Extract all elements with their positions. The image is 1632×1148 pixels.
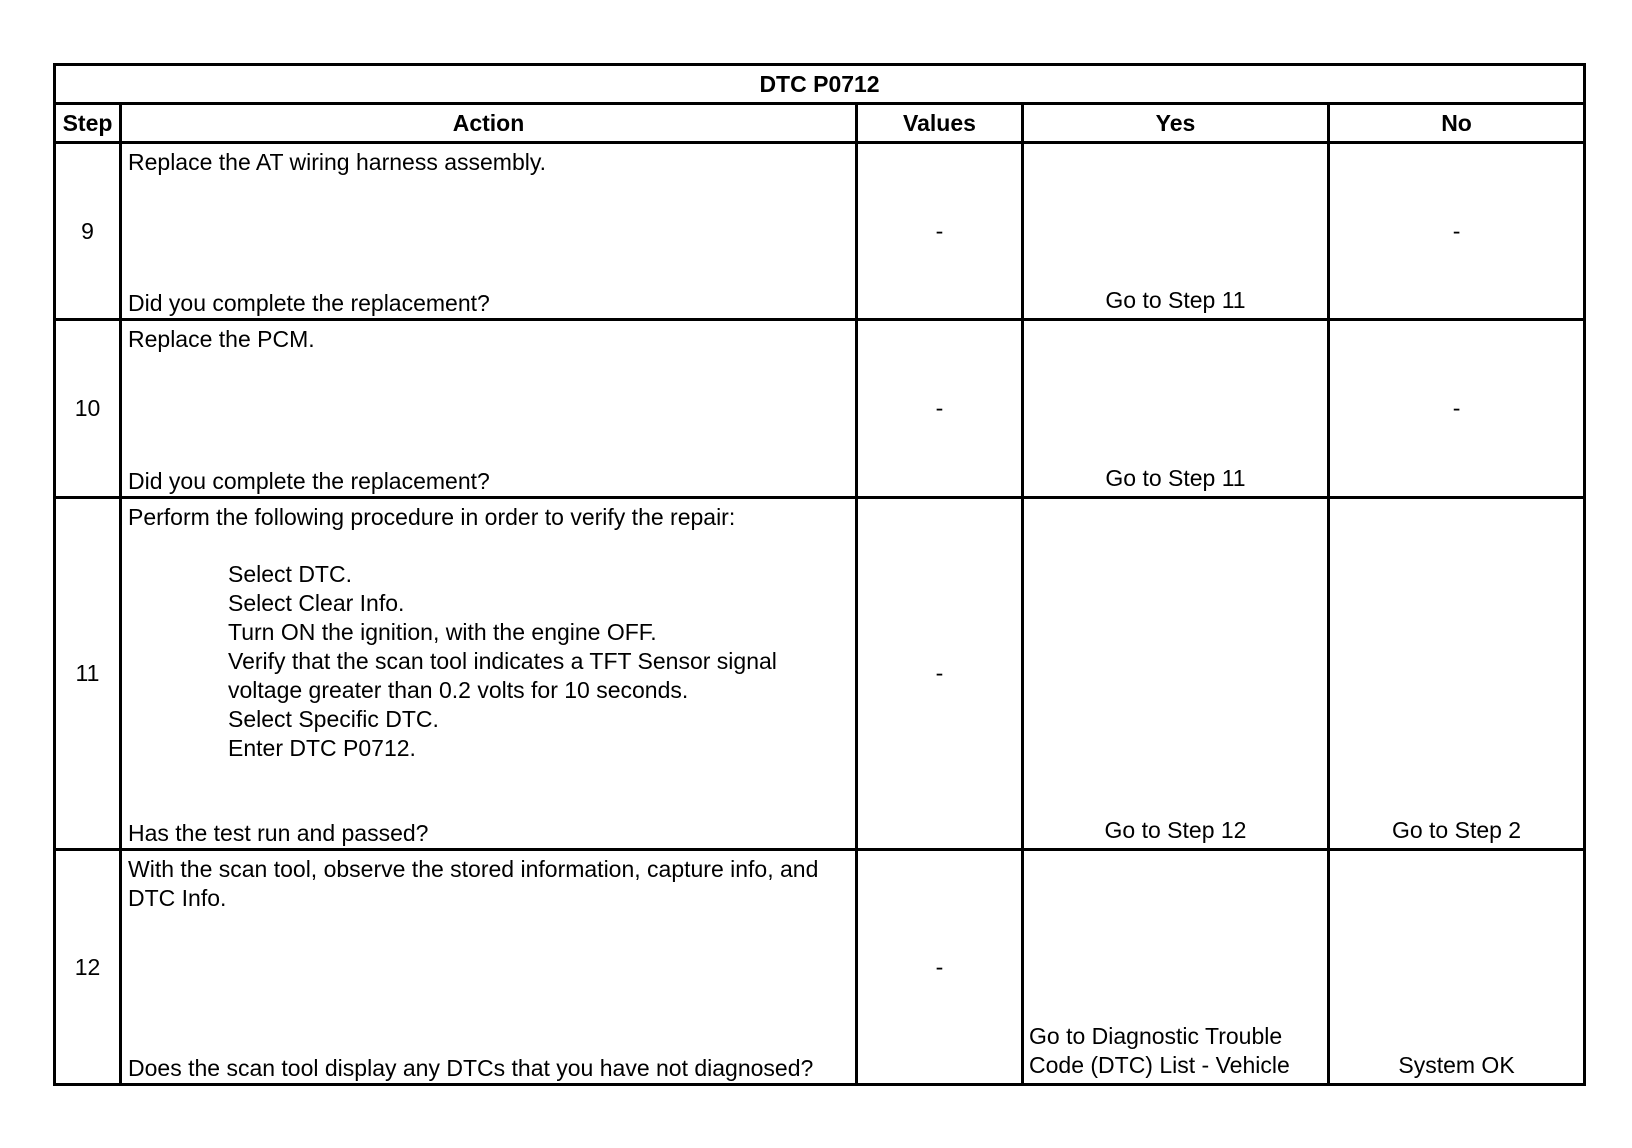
action-cell — [121, 320, 857, 498]
action-question: Did you complete the replacement? — [128, 290, 490, 316]
action-intro: With the scan tool, observe the stored information, capture info, and DTC Info. — [128, 856, 819, 911]
no-cell: - — [1329, 320, 1585, 498]
action-cell — [121, 498, 857, 850]
header-yes: Yes — [1023, 104, 1329, 143]
values-cell: - — [857, 850, 1023, 1085]
procedure-step: Verify that the scan tool indicates a TFT Sensor signal voltage greater than 0.2 volts for 10 seconds. — [228, 648, 777, 703]
yes-cell: Go to Diagnostic Trouble Code (DTC) List - Vehicle — [1023, 850, 1329, 1085]
header-no: No — [1329, 104, 1585, 143]
step-number: 9 — [55, 143, 121, 320]
table-row — [55, 850, 1585, 1085]
step-number: 10 — [55, 320, 121, 498]
dtc-table — [53, 63, 1586, 1086]
no-cell: - — [1329, 143, 1585, 320]
action-question: Has the test run and passed? — [128, 820, 429, 846]
action-cell — [121, 143, 857, 320]
procedure-step: Select DTC. — [228, 561, 352, 587]
procedure-step: Enter DTC P0712. — [228, 735, 416, 761]
procedure-step: Select Specific DTC. — [228, 706, 439, 732]
procedure-step: Turn ON the ignition, with the engine OFF. — [228, 619, 657, 645]
table-title: DTC P0712 — [55, 65, 1585, 104]
table-row — [55, 143, 1585, 320]
values-cell: - — [857, 498, 1023, 850]
action-intro: Replace the PCM. — [128, 326, 315, 352]
table-row — [55, 498, 1585, 850]
action-question: Did you complete the replacement? — [128, 468, 490, 494]
no-cell: System OK — [1329, 850, 1585, 1085]
values-cell: - — [857, 143, 1023, 320]
no-cell: Go to Step 2 — [1329, 498, 1585, 850]
step-number: 11 — [55, 498, 121, 850]
yes-cell: Go to Step 11 — [1023, 143, 1329, 320]
yes-cell: Go to Step 12 — [1023, 498, 1329, 850]
header-step: Step — [55, 104, 121, 143]
header-action: Action — [121, 104, 857, 143]
procedure-step: Select Clear Info. — [228, 590, 405, 616]
action-cell — [121, 850, 857, 1085]
action-intro: Perform the following procedure in order to verify the repair: — [128, 504, 736, 530]
step-number: 12 — [55, 850, 121, 1085]
header-values: Values — [857, 104, 1023, 143]
yes-cell: Go to Step 11 — [1023, 320, 1329, 498]
action-question: Does the scan tool display any DTCs that you have not diagnosed? — [128, 1055, 814, 1081]
header-row — [55, 104, 1585, 143]
values-cell: - — [857, 320, 1023, 498]
action-intro: Replace the AT wiring harness assembly. — [128, 149, 547, 175]
table-row — [55, 320, 1585, 498]
procedure-list — [128, 560, 849, 763]
